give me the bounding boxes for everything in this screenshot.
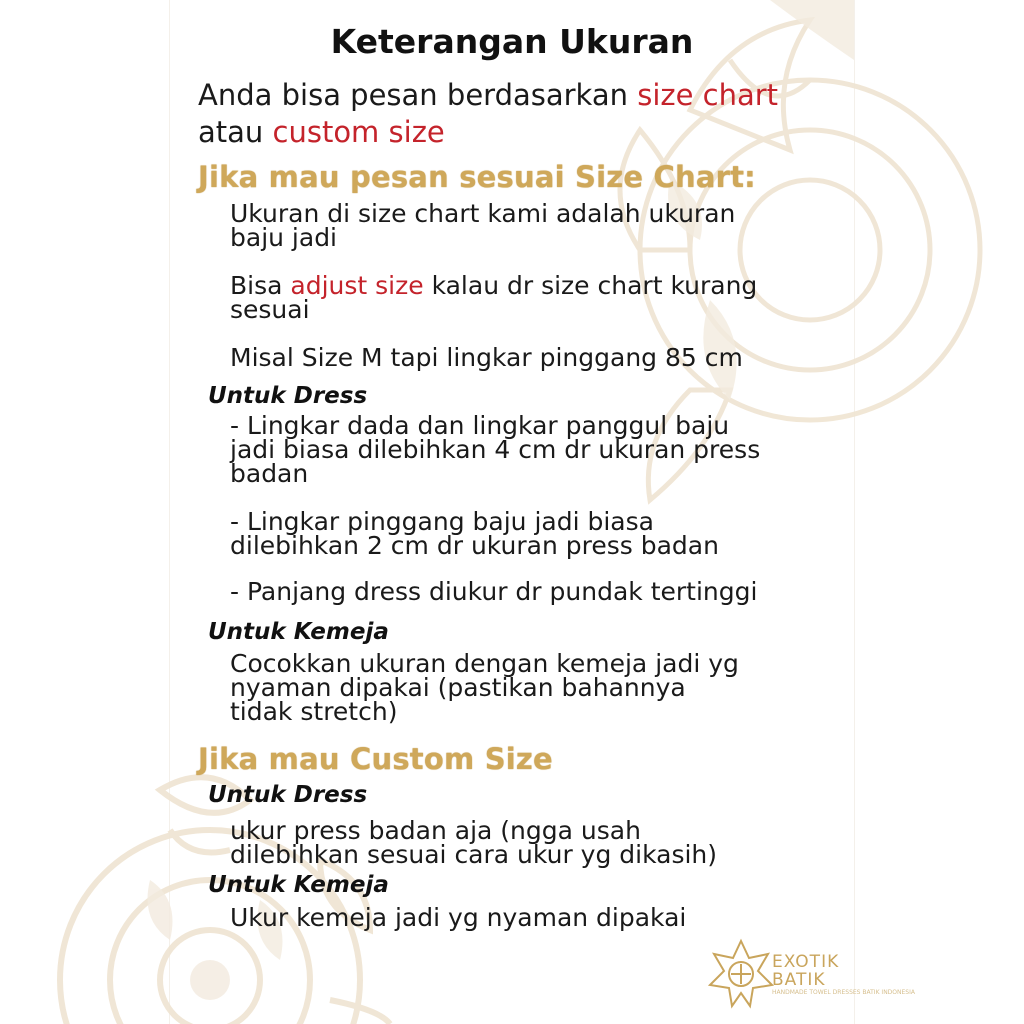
size-info-card — [170, 0, 915, 1024]
dress-item2-line2: dilebihkan 2 cm dr ukuran press badan — [230, 531, 719, 560]
dress-item2-line1: - Lingkar pinggang baju jadi biasa — [230, 507, 654, 536]
kemeja-line1: Cocokkan ukuran dengan kemeja jadi yg — [230, 649, 739, 678]
custom-kemeja-subheading: Untuk Kemeja — [208, 872, 389, 898]
custom-dress-subheading: Untuk Dress — [208, 782, 368, 808]
logo-line-1: EXOTIK — [772, 952, 840, 972]
kemeja-line3: tidak stretch) — [230, 697, 398, 726]
dress-item1-line2: jadi biasa dilebihkan 4 cm dr ukuran press — [230, 435, 761, 464]
custom-dress-line1: ukur press badan aja (ngga usah — [230, 816, 641, 845]
exotik-batik-logo-icon — [706, 938, 776, 1008]
adjust-size-highlight: adjust size — [290, 271, 424, 300]
kemeja-line2: nyaman dipakai (pastikan bahannya — [230, 673, 686, 702]
custom-kemeja-line1: Ukur kemeja jadi yg nyaman dipakai — [230, 903, 687, 932]
size-chart-para1-line2: baju jadi — [230, 223, 338, 252]
dress-subheading: Untuk Dress — [208, 383, 368, 409]
kemeja-subheading: Untuk Kemeja — [208, 619, 389, 645]
size-chart-heading: Jika mau pesan sesuai Size Chart: — [198, 160, 756, 194]
size-chart-para2-line2: sesuai — [230, 295, 310, 324]
size-chart-para3: Misal Size M tapi lingkar pinggang 85 cm — [230, 343, 743, 372]
size-chart-para1-line1: Ukuran di size chart kami adalah ukuran — [230, 199, 736, 228]
intro-line-2: atau custom size — [198, 115, 445, 149]
custom-size-heading: Jika mau Custom Size — [198, 742, 553, 776]
dress-item1-line3: badan — [230, 459, 309, 488]
intro-line-1: Anda bisa pesan berdasarkan size chart — [198, 78, 779, 112]
page-title: Keterangan Ukuran — [330, 22, 694, 61]
logo-line-2: BATIK — [772, 970, 826, 990]
custom-size-highlight: custom size — [272, 115, 445, 149]
size-chart-highlight: size chart — [637, 78, 779, 112]
logo-tagline: HANDMADE TOWEL DRESSES BATIK INDONESIA — [772, 989, 915, 996]
dress-item3: - Panjang dress diukur dr pundak tertinggi — [230, 577, 758, 606]
dress-item1-line1: - Lingkar dada dan lingkar panggul baju — [230, 411, 730, 440]
custom-dress-line2: dilebihkan sesuai cara ukur yg dikasih) — [230, 840, 718, 869]
size-chart-para2-line1: Bisa adjust size kalau dr size chart kurang — [230, 271, 758, 300]
